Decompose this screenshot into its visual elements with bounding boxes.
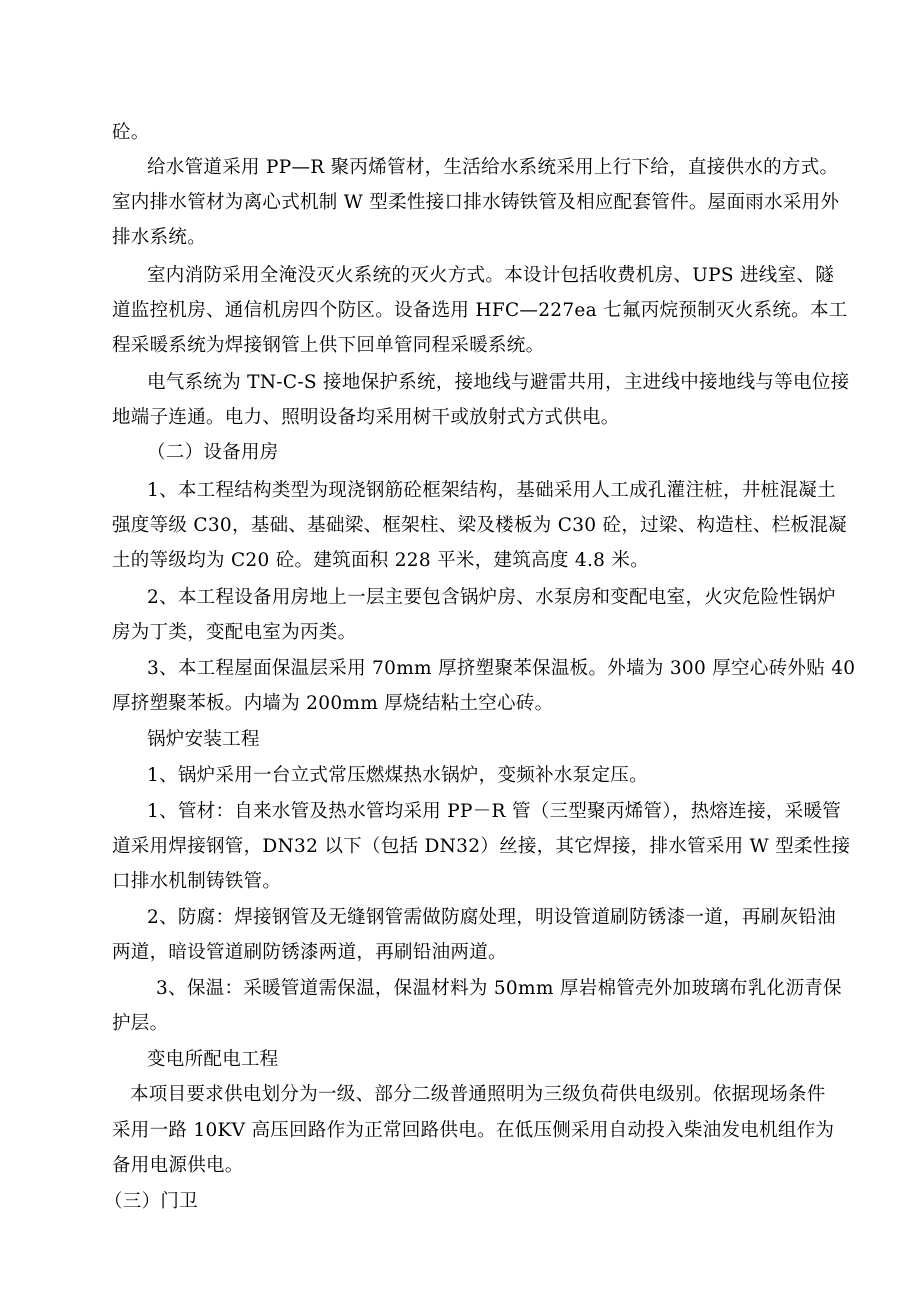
text-line: 强度等级 C30，基础、基础梁、框架柱、梁及楼板为 C30 砼，过梁、构造柱、栏板混凝 — [112, 515, 847, 536]
text-line: 2、防腐：焊接钢管及无缝钢管需做防腐处理，明设管道刷防锈漆一道，再刷灰铅油 — [147, 907, 836, 928]
text-line: 给水管道采用 PP—R 聚丙烯管材，生活给水系统采用上行下给，直接供水的方式。 — [147, 157, 839, 178]
text-line: 房为丁类，变配电室为丙类。 — [112, 622, 357, 643]
section-heading: 变电所配电工程 — [147, 1049, 279, 1070]
text-line: 2、本工程设备用房地上一层主要包含锅炉房、水泵房和变配电室，火灾危险性锅炉 — [147, 587, 836, 608]
text-line: 道监控机房、通信机房四个防区。设备选用 HFC—227ea 七氟丙烷预制灭火系统。本工 — [112, 300, 848, 321]
text-line: 口排水机制铸铁管。 — [112, 871, 282, 892]
text-line: 程采暖系统为焊接钢管上供下回单管同程采暖系统。 — [112, 335, 545, 356]
text-line: 1、管材：自来水管及热水管均采用 PP－R 管（三型聚丙烯管），热熔连接，采暖管 — [147, 801, 842, 822]
text-line: 3、保温：采暖管道需保温，保温材料为 50mm 厚岩棉管壳外加玻璃布乳化沥青保 — [156, 978, 842, 999]
text-line: 1、锅炉采用一台立式常压燃煤热水锅炉，变频补水泵定压。 — [147, 765, 648, 786]
text-line: 室内消防采用全淹没灭火系统的灭火方式。本设计包括收费机房、UPS 进线室、隧 — [147, 265, 834, 286]
text-line: 电气系统为 TN-C-S 接地保护系统，接地线与避雷共用，主进线中接地线与等电位接 — [147, 372, 850, 393]
text-line: 排水系统。 — [112, 227, 207, 248]
text-line: 采用一路 10KV 高压回路作为正常回路供电。在低压侧采用自动投入柴油发电机组作为 — [112, 1120, 835, 1141]
section-heading: （二）设备用房 — [147, 442, 279, 463]
text-line: 室内排水管材为离心式机制 W 型柔性接口排水铸铁管及相应配套管件。屋面雨水采用外 — [112, 192, 840, 213]
text-line: 护层。 — [112, 1013, 169, 1034]
text-line: 两道，暗设管道刷防锈漆两道，再刷铅油两道。 — [112, 942, 507, 963]
text-line: 厚挤塑聚苯板。内墙为 200mm 厚烧结粘土空心砖。 — [112, 693, 554, 714]
text-line: 1、本工程结构类型为现浇钢筋砼框架结构，基础采用人工成孔灌注桩，井桩混凝土 — [147, 480, 836, 501]
text-line: 备用电源供电。 — [112, 1155, 244, 1176]
text-line: 砼。 — [112, 122, 150, 143]
text-line: 本项目要求供电划分为一级、部分二级普通照明为三级负荷供电级别。依据现场条件 — [130, 1084, 826, 1105]
text-line: 道采用焊接钢管，DN32 以下（包括 DN32）丝接，其它焊接，排水管采用 W 型柔性接 — [112, 836, 851, 857]
section-heading: （三）门卫 — [104, 1191, 199, 1212]
text-line: 土的等级均为 C20 砼。建筑面积 228 平米，建筑高度 4.8 米。 — [112, 550, 650, 571]
text-line: 地端子连通。电力、照明设备均采用树干或放射式方式供电。 — [112, 407, 620, 428]
text-line: 3、本工程屋面保温层采用 70mm 厚挤塑聚苯保温板。外墙为 300 厚空心砖外贴 40 — [147, 658, 856, 679]
section-heading: 锅炉安装工程 — [147, 729, 260, 750]
